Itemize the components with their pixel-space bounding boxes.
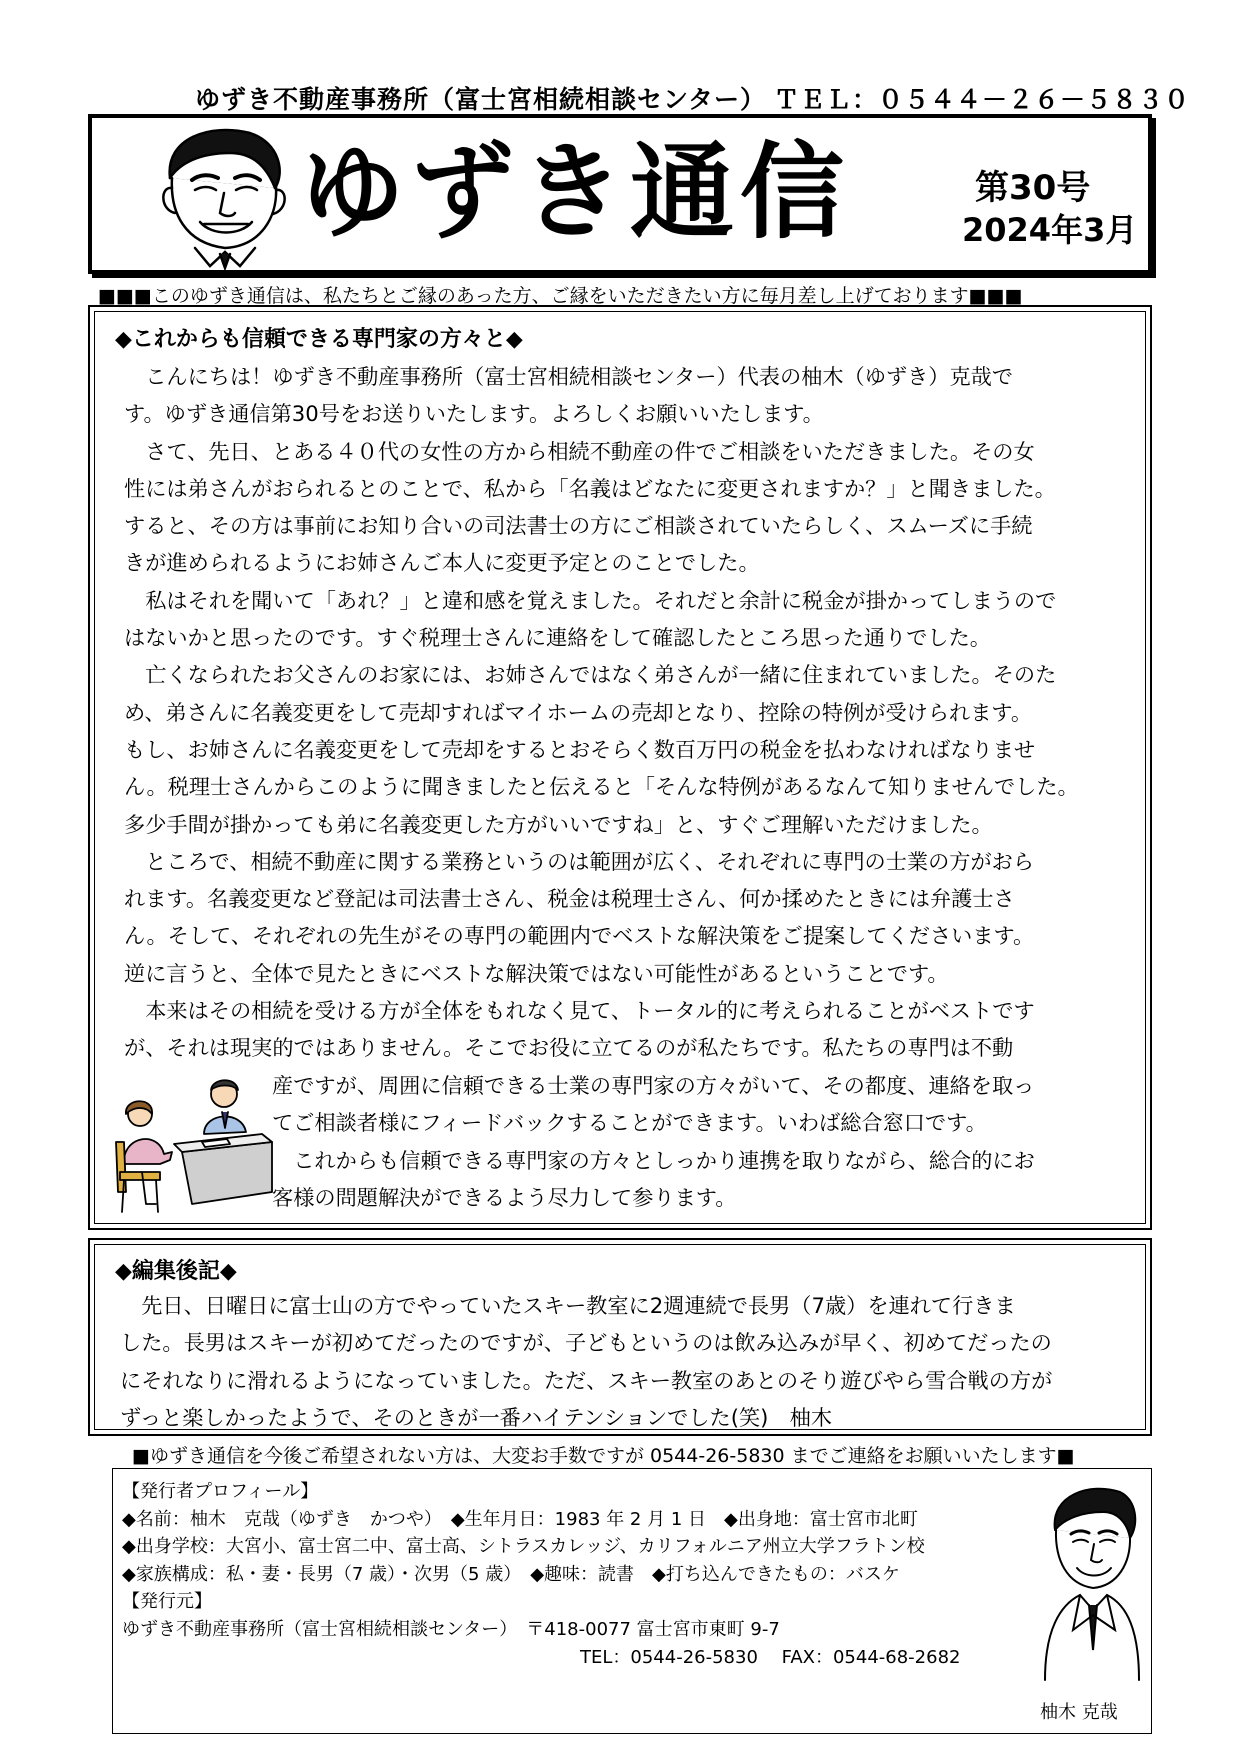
article-line: ところで、相続不動産に関する業務というのは範囲が広く、それぞれに専門の士業の方がおら: [124, 848, 1035, 874]
article-line: が、それは現実的ではありません。そこでお役に立てるのが私たちです。私たちの専門は不動: [124, 1035, 1014, 1061]
article-line: はないかと思ったのです。すぐ税理士さんに連絡をして確認したところ思った通りでした。: [124, 625, 991, 651]
article-line: 産ですが、周囲に信頼できる士業の専門家の方々がいて、その都度、連絡を取っ: [272, 1073, 1035, 1098]
article-line: これからも信頼できる専門家の方々としっかり連携を取りながら、総合的にお: [272, 1147, 1035, 1173]
profile-line: 【発行者プロフィール】: [122, 1481, 319, 1502]
article-line: 客様の問題解決ができるよう尽力して参ります。: [272, 1184, 737, 1210]
article-line: れます。名義変更など登記は司法書士さん、税金は税理士さん、何か揉めたときには弁護士さ: [124, 886, 1015, 912]
unsubscribe-notice: ■ゆずき通信を今後ご希望されない方は、大変お手数ですが 0544-26-5830 までご連絡をお願いいたします■: [132, 1445, 1075, 1467]
article-line: 逆に言うと、全体で見たときにベストな解決策ではない可能性があるということです。: [124, 960, 949, 986]
profile-line: ◆出身学校：大宮小、富士宮二中、富士高、シトラスカレッジ、カリフォルニア州立大学フラトン校: [122, 1536, 925, 1557]
author-portrait-small: [1035, 1480, 1145, 1690]
issue-number: 第30号: [975, 168, 1091, 208]
profile-line: ◆家族構成：私・妻・長男（7 歳）・次男（5 歳） ◆趣味：読書 ◆打ち込んできたもの：バスケ: [122, 1563, 900, 1585]
intro-banner: ■■■このゆずき通信は、私たちとご縁のあった方、ご縁をいただきたい方に毎月差し上げております■■■: [98, 285, 1023, 307]
afterword-body: [120, 1287, 1052, 1436]
article-line: 本来はその相続を受ける方が全体をもれなく見て、トータル的に考えられることがベストです: [124, 998, 1035, 1024]
article-body: [124, 358, 1079, 1067]
article-line: 性には弟さんがおられるとのことで、私から「名義はどなたに変更されますか？」と聞きました。: [124, 475, 1056, 501]
profile-body: [122, 1478, 925, 1643]
header-contact-line: ゆずき不動産事務所（富士宮相続相談センター） ＴＥＬ：０５４４－２６－５８３０: [195, 86, 1190, 114]
article-line: さて、先日、とある４０代の女性の方から相続不動産の件でご相談をいただきました。その女: [124, 438, 1035, 464]
afterword-title: ◆編集後記◆: [115, 1259, 237, 1284]
article-line: きが進められるようにお姉さんご本人に変更予定とのことでした。: [124, 550, 760, 576]
article-body-wrapped: [272, 1067, 1035, 1216]
afterword-line: にそれなりに滑れるようになっていました。ただ、スキー教室のあとのそり遊びやら雪合戦の方が: [120, 1367, 1053, 1393]
author-signature: 柚木 克哉: [1040, 1702, 1118, 1723]
consultation-illustration: [112, 1072, 280, 1220]
article-line: てご相談者様にフィードバックすることができます。いわば総合窓口です。: [272, 1110, 987, 1136]
article-line: す。ゆずき通信第30号をお送りいたします。よろしくお願いいたします。: [124, 401, 824, 427]
afterword-line: 先日、日曜日に富士山の方でやっていたスキー教室に2週連続で長男（7歳）を連れて行きま: [120, 1293, 1016, 1318]
afterword-line: した。長男はスキーが初めてだったのですが、子どもというのは飲み込みが早く、初めてだったの: [120, 1330, 1052, 1356]
afterword-line: ずっと楽しかったようで、そのときが一番ハイテンションでした(笑) 柚木: [120, 1404, 833, 1430]
article-title: ◆これからも信頼できる専門家の方々と◆: [115, 327, 523, 352]
issue-date: 2024年3月: [962, 211, 1138, 249]
article-line: すると、その方は事前にお知り合いの司法書士の方にご相談されていたらしく、スムーズに手続: [124, 513, 1033, 539]
article-line: 多少手間が掛かっても弟に名義変更した方がいいですね」と、すぐご理解いただけました。: [124, 811, 993, 837]
article-line: 私はそれを聞いて「あれ？」と違和感を覚えました。それだと余計に税金が掛かってしまうので: [124, 587, 1057, 613]
newsletter-title: ゆずき通信: [300, 131, 851, 253]
article-line: 亡くなられたお父さんのお家には、お姉さんではなく弟さんが一緒に住まれていました。そのた: [124, 662, 1057, 688]
article-line: こんにちは！ゆずき不動産事務所（富士宮相続相談センター）代表の柚木（ゆずき）克哉で: [124, 364, 1014, 389]
article-line: もし、お姉さんに名義変更をして売却をするとおそらく数百万円の税金を払わなければなりませ: [124, 736, 1036, 762]
article-line: ん。そして、それぞれの先生がその専門の範囲内でベストな解決策をご提案してくださいます。: [124, 923, 1035, 949]
author-portrait-illustration: [140, 118, 300, 270]
profile-line: 【発行元】: [122, 1591, 212, 1612]
article-line: ん。税理士さんからこのように聞きましたと伝えると「そんな特例があるなんて知りませんでした。: [124, 774, 1079, 800]
contact-numbers: TEL：0544-26-5830 FAX：0544-68-2682: [580, 1647, 961, 1668]
profile-line: ◆名前：柚木 克哉（ゆずき かつや） ◆生年月日：1983 年 2 月 1 日 ◆出身地：富士宮市北町: [122, 1508, 918, 1530]
profile-line: ゆずき不動産事務所（富士宮相続相談センター） 〒418-0077 富士宮市東町 9-7: [122, 1618, 780, 1640]
article-line: め、弟さんに名義変更をして売却すればマイホームの売却となり、控除の特例が受けられます。: [124, 699, 1033, 725]
